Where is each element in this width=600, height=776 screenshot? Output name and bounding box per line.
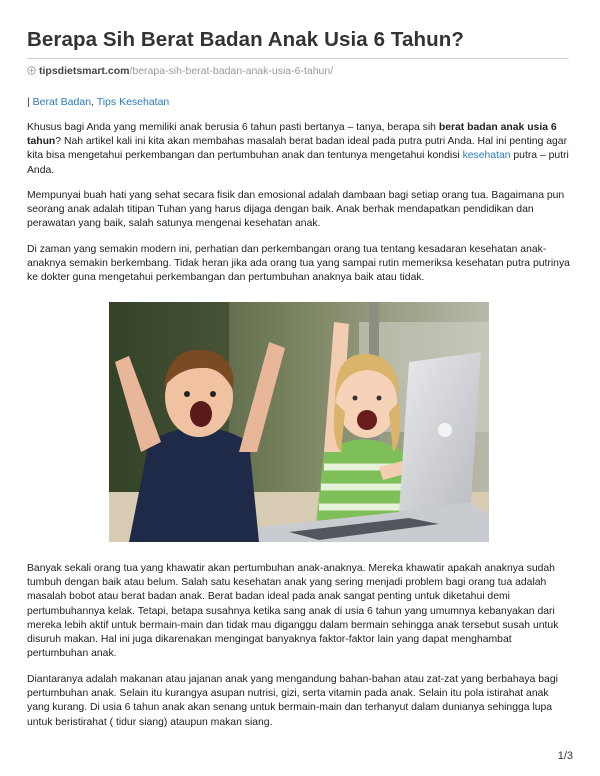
source-path[interactable]: /berapa-sih-berat-badan-anak-usia-6-tahun/	[129, 65, 334, 77]
paragraph-4: Banyak sekali orang tua yang khawatir akan pertumbuhan anak-anaknya. Mereka khawatir apakah anaknya sudah tumbuh dengan baik atau belum. Salah satu kesehatan anak yang sering menjadi problem bagi orang tua adalah masalah bobot atau berat badan anak. Berat badan ideal pada anak sangat penting untuk diketahui demi pertumbuhannya kelak. Tetapi, betapa susahnya ketika sang anak di usia 6 tahun yang umumnya kebanyakan dari mereka lebih aktif untuk bermain-main dan tidak mau diganggu dalam bermain sehingga anak tersebut susah untuk disuruh makan. Hal ini juga dikarenakan mengingat banyaknya faktor-faktor lain yang dapat menghambat pertumbuhan anak.	[27, 563, 559, 660]
source-domain[interactable]: tipsdietsmart.com	[39, 65, 130, 77]
title-divider	[27, 58, 569, 59]
paragraph-intro-bold: berat badan anak usia 6 tahun	[27, 122, 557, 148]
page-number: 1/3	[557, 750, 573, 762]
paragraph-intro-text-2: ? Nah artikel kali ini kita akan membahas masalah berat badan ideal pada putra putri Anda. Hal ini penting agar kita bisa mengetahui perkembangan dan pertumbuhan anak dan tentunya mengetahui kondisi	[27, 136, 568, 162]
paragraph-5: Diantaranya adalah makanan atau jajanan anak yang mengandung bahan-bahan atau zat-zat yang berbahaya bagi pertumbuhan anak. Selain itu kurangya asupan nutrisi, gizi, serta vitamin pada anak. Selain itu pola istirahat anak yang kurang. Di usia 6 tahun anak akan senang untuk bermain-main dan terhanyut dalam dunianya sehingga lupa untuk beristirahat ( tidur siang) ataupun makan siang.	[27, 674, 558, 728]
paragraph-intro-text-3: putra – putri Anda.	[27, 150, 569, 176]
site-favicon-icon	[27, 66, 36, 75]
paragraph-3: Di zaman yang semakin modern ini, perhatian dan perkembangan orang tua tentang kesadaran kesehatan anak-anaknya semakin berkembang. Tidak heran jika ada orang tua yang sampai rutin memeriksa kesehatan putra putrinya ke dokter guna mengetahui perkembangan dan pertumbuhan anaknya baik atau tidak.	[27, 244, 570, 284]
article-photo	[109, 302, 489, 542]
kesehatan-link[interactable]: kesehatan	[462, 150, 511, 162]
category-link-tips-kesehatan[interactable]: Tips Kesehatan	[96, 96, 170, 108]
category-links	[27, 96, 169, 108]
category-prefix: |	[27, 96, 33, 108]
paragraph-2: Mempunyai buah hati yang sehat secara fisik dan emosional adalah dambaan bagi setiap orang tua. Bagaimana pun seorang anak adalah titipan Tuhan yang harus dijaga dengan baik. Anak berhak mendapatkan pendidikan dan perawatan yang baik, salah satunya mengenai kesehatan anak.	[27, 190, 565, 230]
source-url[interactable]	[27, 65, 333, 77]
paragraph-intro	[27, 121, 572, 178]
article-title: Berapa Sih Berat Badan Anak Usia 6 Tahun?	[27, 28, 464, 51]
category-link-berat-badan[interactable]: Berat Badan	[32, 96, 92, 108]
category-separator: ,	[91, 96, 97, 108]
paragraph-intro-text-1: Khusus bagi Anda yang memiliki anak berusia 6 tahun pasti bertanya – tanya, berapa sih	[27, 122, 439, 133]
